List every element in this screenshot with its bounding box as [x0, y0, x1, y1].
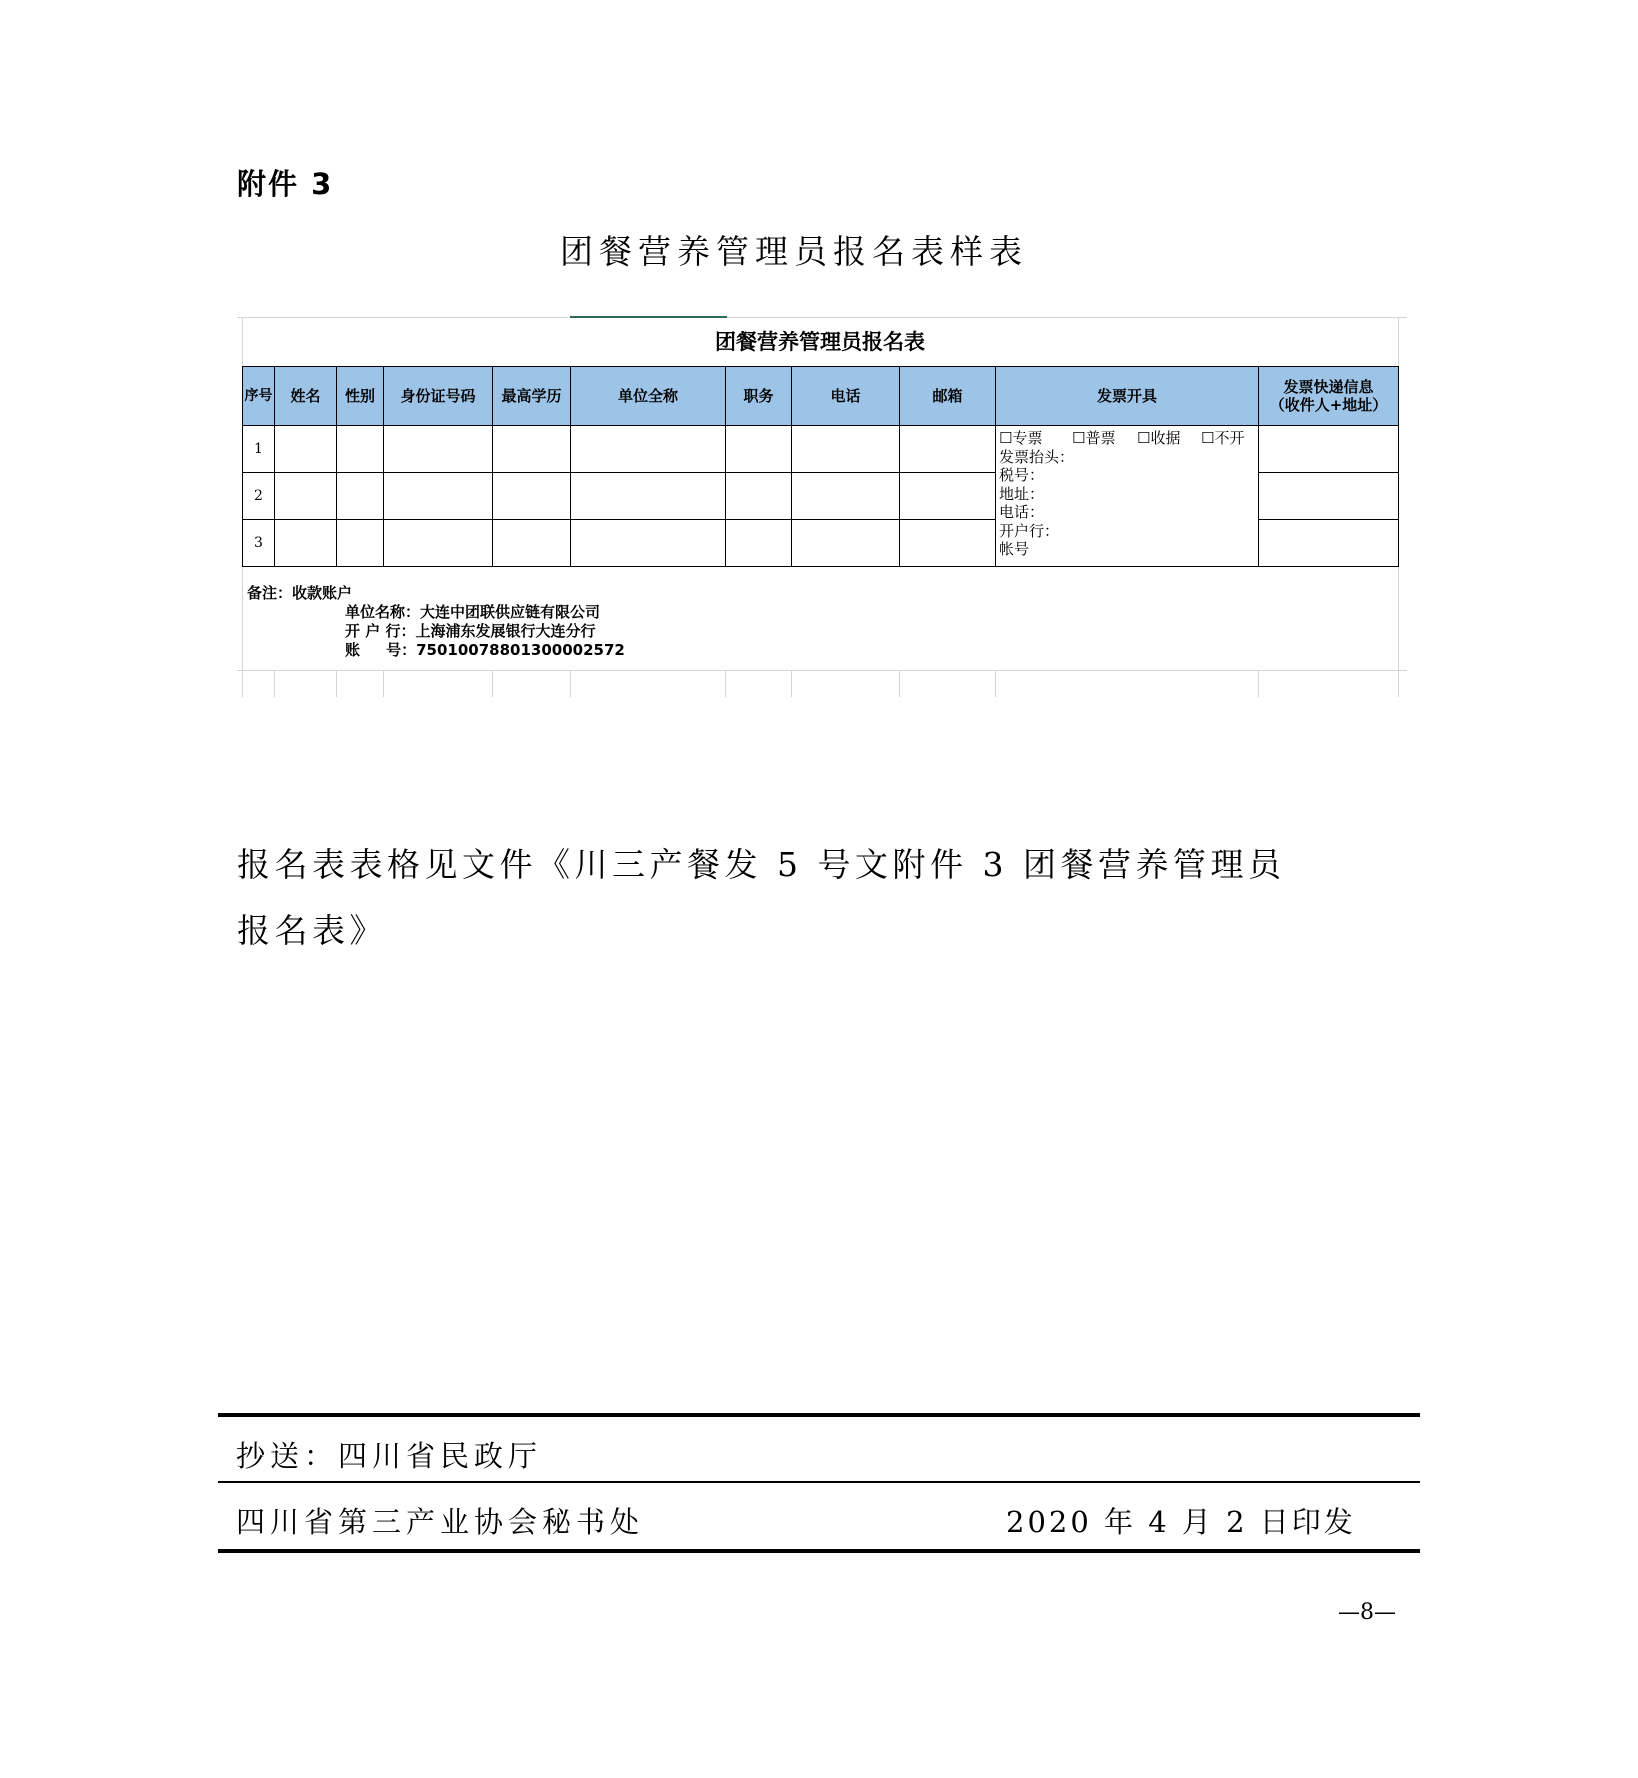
notes-bank: 开 户 行：上海浦东发展银行大连分行	[345, 622, 596, 640]
cell-phone[interactable]	[792, 473, 900, 520]
cell-phone[interactable]	[792, 520, 900, 567]
col-organization: 单位全称	[571, 367, 726, 426]
row-seq: 1	[243, 426, 275, 473]
attachment-label: 附件 3	[237, 167, 334, 201]
table-row	[243, 426, 1399, 473]
invoice-field-account: 帐号	[999, 540, 1030, 558]
cell-education[interactable]	[493, 473, 571, 520]
invoice-option-normal[interactable]: ☐普票	[1072, 429, 1116, 447]
footer-rule-middle	[218, 1481, 1420, 1483]
invoice-option-none[interactable]: ☐不开	[1201, 429, 1245, 447]
col-position: 职务	[726, 367, 792, 426]
cell-education[interactable]	[493, 520, 571, 567]
cell-id-number[interactable]	[384, 520, 493, 567]
cell-organization[interactable]	[571, 520, 726, 567]
cell-id-number[interactable]	[384, 426, 493, 473]
cell-organization[interactable]	[571, 473, 726, 520]
invoice-option-special[interactable]: ☐专票	[999, 429, 1043, 447]
cell-invoice[interactable]	[996, 426, 1259, 567]
body-paragraph	[237, 832, 1407, 964]
cell-organization[interactable]	[571, 426, 726, 473]
footer-rule-bottom	[218, 1549, 1420, 1553]
cell-name[interactable]	[275, 426, 337, 473]
document-title: 团餐营养管理员报名表样表	[560, 232, 1028, 271]
col-invoice-delivery	[1259, 367, 1399, 426]
row-seq: 3	[243, 520, 275, 567]
col-email: 邮箱	[900, 367, 996, 426]
invoice-field-title: 发票抬头：	[999, 447, 1075, 466]
footer-date: 2020 年 4 月 2 日印发	[1006, 1505, 1356, 1539]
notes-heading: 备注：收款账户	[247, 584, 353, 602]
footer-cc: 抄送：四川省民政厅	[236, 1439, 543, 1473]
col-education: 最高学历	[493, 367, 571, 426]
footer-rule-top	[218, 1413, 1420, 1417]
cell-gender[interactable]	[337, 520, 384, 567]
page-number: —8—	[1338, 1600, 1396, 1625]
cell-name[interactable]	[275, 473, 337, 520]
col-seq: 序号	[243, 367, 275, 426]
notes-account: 账 号：75010078801300002572	[345, 641, 625, 659]
cell-invoice-delivery[interactable]	[1259, 426, 1399, 473]
invoice-field-address: 地址：	[999, 484, 1045, 503]
col-gender: 性别	[337, 367, 384, 426]
invoice-options	[999, 429, 1256, 448]
cell-email[interactable]	[900, 473, 996, 520]
payment-notes	[247, 584, 625, 660]
registration-table	[242, 366, 1399, 567]
cell-invoice-delivery[interactable]	[1259, 473, 1399, 520]
col-invoice-delivery-line1: 发票快递信息	[1283, 378, 1374, 396]
col-invoice-delivery-line2: （收件人+地址）	[1269, 396, 1388, 414]
cell-phone[interactable]	[792, 426, 900, 473]
cell-email[interactable]	[900, 520, 996, 567]
paragraph-line-2: 报名表》	[237, 911, 387, 950]
cell-position[interactable]	[726, 520, 792, 567]
paragraph-line-1: 报名表表格见文件《川三产餐发 5 号文附件 3 团餐营养管理员	[237, 845, 1286, 884]
notes-company: 单位名称：大连中团联供应链有限公司	[345, 603, 601, 621]
form-title: 团餐营养管理员报名表	[715, 330, 925, 354]
col-name: 姓名	[275, 367, 337, 426]
table-header-row	[243, 367, 1399, 426]
row-seq: 2	[243, 473, 275, 520]
cell-email[interactable]	[900, 426, 996, 473]
invoice-field-tax-id: 税号：	[999, 466, 1045, 484]
cell-invoice-delivery[interactable]	[1259, 520, 1399, 567]
invoice-field-bank: 开户行：	[999, 521, 1060, 540]
invoice-option-receipt[interactable]: ☐收据	[1137, 429, 1181, 447]
cell-position[interactable]	[726, 426, 792, 473]
cell-education[interactable]	[493, 426, 571, 473]
cell-gender[interactable]	[337, 426, 384, 473]
cell-id-number[interactable]	[384, 473, 493, 520]
cell-gender[interactable]	[337, 473, 384, 520]
col-phone: 电话	[792, 367, 900, 426]
footer-issuer: 四川省第三产业协会秘书处	[236, 1505, 645, 1539]
invoice-field-phone: 电话：	[999, 503, 1045, 521]
col-invoice: 发票开具	[996, 367, 1259, 426]
cell-position[interactable]	[726, 473, 792, 520]
col-id-number: 身份证号码	[384, 367, 493, 426]
cell-name[interactable]	[275, 520, 337, 567]
